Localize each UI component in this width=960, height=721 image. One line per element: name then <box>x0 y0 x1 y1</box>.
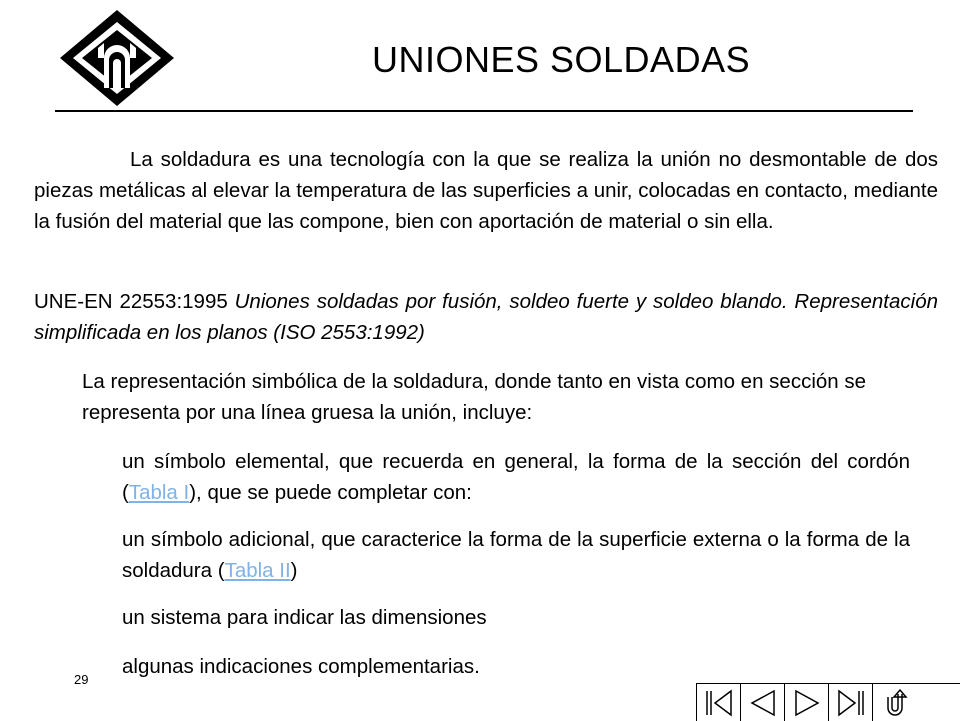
list-item-additional-symbol <box>122 524 910 586</box>
slide-title: UNIONES SOLDADAS <box>372 39 751 80</box>
list-item-text: un símbolo elemental, que recuerda en general, la forma de la sección del cordón ( <box>122 450 910 504</box>
previous-slide-icon <box>746 688 780 718</box>
tabla-ii-link[interactable]: Tabla II <box>224 559 291 582</box>
standard-reference <box>34 286 938 348</box>
standard-title: Uniones soldadas por fusión, soldeo fuerte y soldeo blando. Representación simplificada en los planos (ISO 2553:1992) <box>34 290 938 344</box>
first-slide-button[interactable] <box>697 684 741 721</box>
last-slide-button[interactable] <box>829 684 873 721</box>
intro-paragraph: La soldadura es una tecnología con la que se realiza la unión no desmontable de dos piezas metálicas al elevar la temperatura de las superficies a unir, colocadas en contacto, mediante la fusión del material que las compone, bien con aportación de material o sin ella. <box>34 148 938 233</box>
university-logo <box>58 8 176 108</box>
page-number: 29 <box>74 672 89 687</box>
first-slide-icon <box>702 688 736 718</box>
next-slide-button[interactable] <box>785 684 829 721</box>
standard-code: UNE-EN 22553:1995 <box>34 290 235 313</box>
title-divider <box>55 110 913 112</box>
next-slide-icon <box>790 688 824 718</box>
list-item-text: ) <box>290 559 298 582</box>
list-item-complementary: algunas indicaciones complementarias. <box>122 655 480 678</box>
return-button[interactable] <box>873 684 917 721</box>
tabla-i-link[interactable]: Tabla I <box>128 481 190 504</box>
slide-navigation <box>696 683 960 721</box>
list-item-text: ), que se puede completar con: <box>189 481 472 504</box>
list-item-dimensions: un sistema para indicar las dimensiones <box>122 606 487 629</box>
list-item-text: un símbolo adicional, que caracterice la forma de la superficie externa o la forma de la soldadura ( <box>122 528 910 582</box>
representation-paragraph: La representación simbólica de la soldadura, donde tanto en vista como en sección se representa por una línea gruesa la unión, incluye: <box>82 370 867 424</box>
last-slide-icon <box>834 688 868 718</box>
previous-slide-button[interactable] <box>741 684 785 721</box>
list-item-elemental-symbol <box>122 446 910 508</box>
return-icon <box>878 688 912 718</box>
